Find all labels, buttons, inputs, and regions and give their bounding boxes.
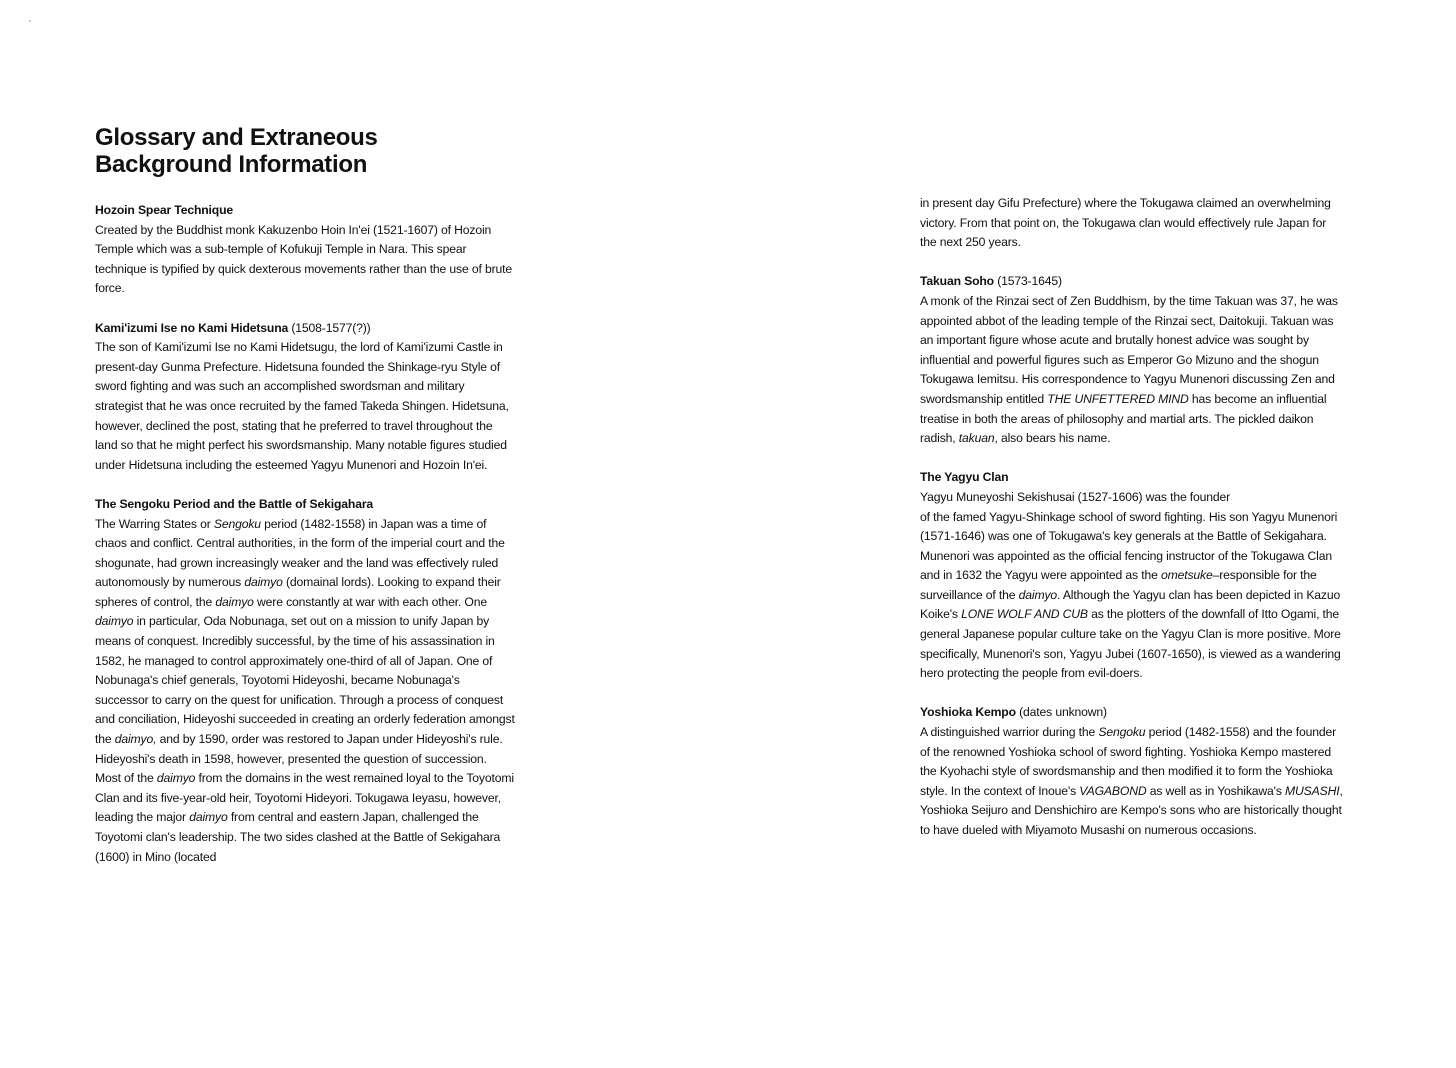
entry-heading: Hozoin Spear Technique [95,203,233,217]
entry-dates: (1573-1645) [993,274,1062,289]
entry-body: The Warring States or Sengoku period (1482-1558) in Japan was a time of chaos and conflict. Central authorities, in the form of the imperial court and the shogunate, had grown increasingly weaker and the land was effectively ruled autonomously by numerous daimyo (domainal lords). Looking to expand their spheres of control, the daimyo were constantly at war with each other. One daimyo in particular, Oda Nobunaga, set out on a mission to unify Japan by means of conquest. Incredibly successful, by the time of his assassination in 1582, he managed to control approximately one-third of all of Japan. One of Nobunaga's chief generals, Toyotomi Hideyoshi, became Nobunaga's successor to carry on the quest for unification. Through a process of conquest and conciliation, Hideyoshi succeeded in creating an orderly federation amongst the daimyo, and by 1590, order was restored to Japan under Hideyoshi's rule. Hideyoshi's death in 1598, however, presented the question of succession. Most of the daimyo from the domains in the west remained loyal to the Toyotomi Clan and its five-year-old heir, Toyotomi Hideyori. Tokugawa Ieyasu, however, leading the major daimyo from central and eastern Japan, challenged the Toyotomi clan's leadership. The two sides clashed at the Battle of Sekigahara (1600) in Mino (located [95,516,515,864]
glossary-entry [920,272,1345,448]
entry-heading: The Sengoku Period and the Battle of Sekigahara [95,496,374,511]
glossary-entry-continued [920,194,1345,253]
entry-dates: (dates unknown) [1015,705,1107,720]
entry-body: in present day Gifu Prefecture) where the Tokugawa claimed an overwhelming victory. From that point on, the Tokugawa clan would effectively rule Japan for the next 250 years. [920,196,1331,250]
entry-heading: The Yagyu Clan [920,470,1009,485]
entry-body: Created by the Buddhist monk Kakuzenbo Hoin In'ei (1521-1607) of Hozoin Temple which was a sub-temple of Kofukuji Temple in Nara. This spear technique is typified by quick dexterous movements rather than the use of brute force. [95,222,512,296]
entry-heading: Takuan Soho [920,274,994,289]
entry-body: A distinguished warrior during the Sengoku period (1482-1558) and the founder of the renowned Yoshioka school of sword fighting. Yoshioka Kempo mastered the Kyohachi style of swordsmanship and then modified it to form the Yoshioka style. In the context of Inoue's VAGABOND as well as in Yoshikawa's MUSASHI, Yoshioka Seijuro and Denshichiro are Kempo's sons who are historically thought to have dueled with Miyamoto Musashi on numerous occasions. [920,725,1343,837]
entry-heading: Kami'izumi Ise no Kami Hidetsuna [95,320,289,335]
glossary-entry [920,703,1345,840]
entry-body: The son of Kami'izumi Ise no Kami Hidetsugu, the lord of Kami'izumi Castle in present-day Gunma Prefecture. Hidetsuna founded the Shinkage-ryu Style of sword fighting and was such an accomplished swordsman and military strategist that he was once recruited by the famed Takeda Shingen. Hidetsuna, however, declined the post, stating that he preferred to travel throughout the land so that he might perfect his swordsmanship. Many notable figures studied under Hidetsuna including the esteemed Yagyu Munenori and Hozoin In'ei. [95,340,509,472]
right-column [920,194,1345,841]
entry-body: A monk of the Rinzai sect of Zen Buddhism, by the time Takuan was 37, he was appointed abbot of the leading temple of the Rinzai sect, Daitokuji. Takuan was an important figure whose acute and brutally honest advice was sought by influential and powerful figures such as Emperor Go Mizuno and the shogun Tokugawa Iemitsu. His correspondence to Yagyu Munenori discussing Zen and swordsmanship entitled THE UNFETTERED MIND has become an influential treatise in both the areas of philosophy and martial arts. The pickled daikon radish, takuan, also bears his name. [920,293,1338,446]
page-title: Glossary and Extraneous Background Information [95,124,378,178]
glossary-entry [920,468,1345,684]
entry-body: Yagyu Muneyoshi Sekishusai (1527-1606) was the founder of the famed Yagyu-Shinkage school of sword fighting. His son Yagyu Munenori (1571-1646) was one of Tokugawa's key generals at the Battle of Sekigahara. Munenori was appointed as the official fencing instructor of the Tokugawa Clan and in 1632 the Yagyu were appointed as the ometsuke–responsible for the surveillance of the daimyo. Although the Yagyu clan has been depicted in Kazuo Koike's LONE WOLF AND CUB as the plotters of the downfall of Itto Ogami, the general Japanese popular culture take on the Yagyu Clan is more positive. More specifically, Munenori's son, Yagyu Jubei (1607-1650), is viewed as a wandering hero protecting the people from evil-doers. [920,489,1341,681]
entry-dates: (1508-1577(?)) [288,320,371,335]
glossary-entry [95,201,515,299]
left-column [95,201,515,867]
glossary-entry [95,319,515,476]
entry-heading: Yoshioka Kempo [920,705,1016,720]
glossary-entry [95,495,515,867]
scan-speck [29,20,31,22]
